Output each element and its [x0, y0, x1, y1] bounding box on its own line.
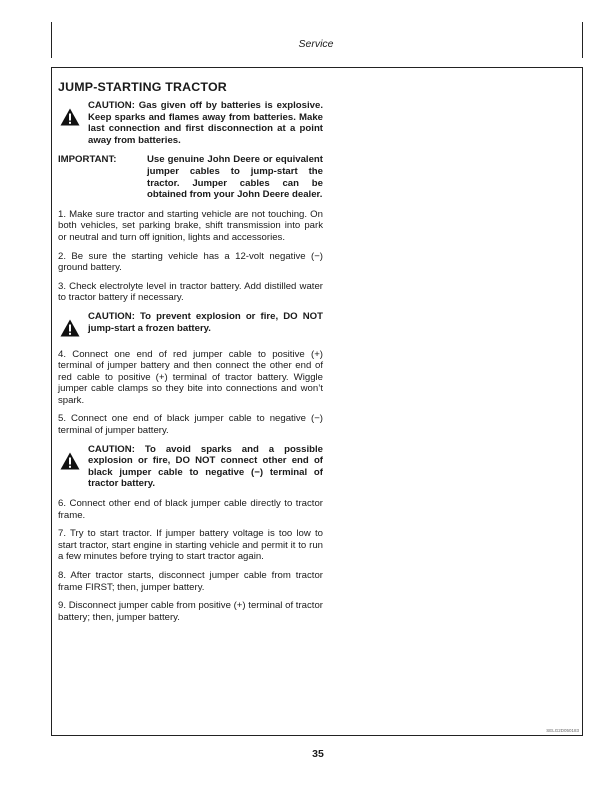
caution-text-3: CAUTION: To avoid sparks and a possible explosion or fire, DO NOT connect other end of black jumper cable to negative (−) terminal of tractor battery. [88, 443, 323, 490]
caution-block-3 [58, 444, 323, 490]
page-number: 35 [312, 748, 324, 760]
document-code: SELG2D050183 [546, 728, 579, 733]
step-9: 9. Disconnect jumper cable from positive (+) terminal of tractor battery; then, jumper battery. [58, 600, 323, 623]
important-text: Use genuine John Deere or equivalent jumper cables to jump-start the tractor. Jumper cables can be obtained from your John Deere dealer. [147, 154, 323, 201]
page-header-title: Service [298, 38, 334, 50]
caution-block-1 [58, 100, 323, 146]
warning-triangle-icon [58, 311, 88, 341]
caution-block-2 [58, 311, 323, 341]
section-title: JUMP-STARTING TRACTOR [58, 80, 227, 94]
step-8: 8. After tractor starts, disconnect jumper cable from tractor frame FIRST; then, jumper battery. [58, 570, 323, 593]
important-label: IMPORTANT: [58, 154, 117, 166]
step-3: 3. Check electrolyte level in tractor battery. Add distilled water to tractor battery if necessary. [58, 280, 323, 304]
caution-text-2: CAUTION: To prevent explosion or fire, DO NOT jump-start a frozen battery. [88, 310, 323, 334]
warning-triangle-icon [58, 100, 88, 130]
step-1: 1. Make sure tractor and starting vehicle are not touching. On both vehicles, set parking brake, shift transmission into park or neutral and turn off ignition, lights and accessories. [58, 208, 323, 243]
important-note [58, 154, 323, 200]
warning-triangle-icon [58, 444, 88, 474]
step-6: 6. Connect other end of black jumper cable directly to tractor frame. [58, 498, 323, 521]
caution-text-1: CAUTION: Gas given off by batteries is explosive. Keep sparks and flames away from batteries. Make last connection and first disconnection at a point away from batteries. [88, 100, 323, 146]
main-content [58, 80, 323, 630]
step-7: 7. Try to start tractor. If jumper battery voltage is too low to start tractor, start engine in starting vehicle and permit it to run a few minutes before trying to start tractor again. [58, 528, 323, 563]
step-4: 4. Connect one end of red jumper cable to positive (+) terminal of jumper battery and then connect the other end of red cable to positive (+) terminal of tractor battery. Wiggle jumper cable clamps so they bite into connections and won’t spark. [58, 348, 323, 406]
step-2: 2. Be sure the starting vehicle has a 12-volt negative (−) ground battery. [58, 250, 323, 274]
step-5: 5. Connect one end of black jumper cable to negative (−) terminal of jumper battery. [58, 413, 323, 437]
